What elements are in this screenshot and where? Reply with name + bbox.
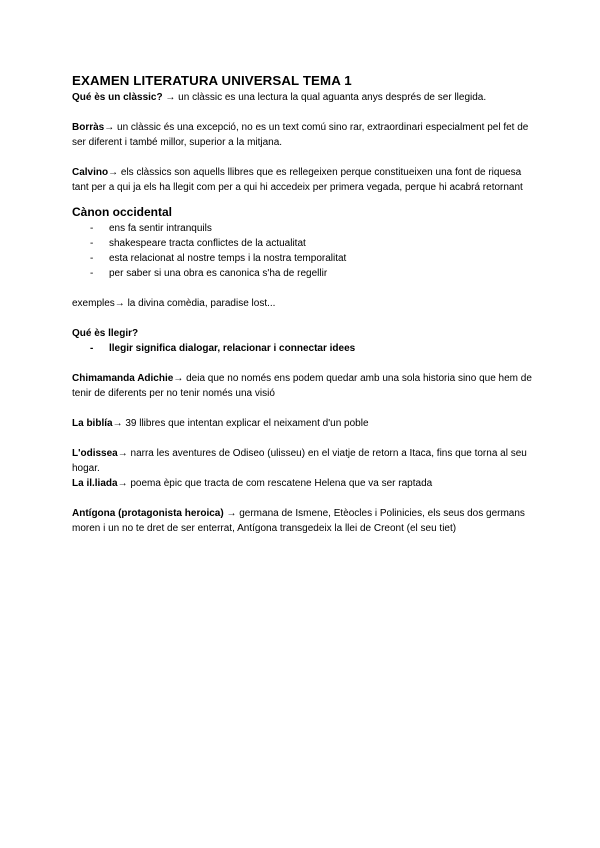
list-item: - llegir significa dialogar, relacionar i connectar idees — [72, 341, 532, 356]
paragraph-examples: exemples→ la divina comèdia, paradise lost... — [72, 298, 276, 309]
term-adichie: Chimamanda Adichie — [72, 373, 174, 384]
heading-llegir: Qué ès llegir? — [72, 328, 139, 339]
list-item: - per saber si una obra es canonica s'ha de regellir — [72, 266, 532, 281]
paragraph-antigona — [72, 506, 532, 536]
list-item: - shakespeare tracta conflictes de la actualitat — [72, 236, 532, 251]
list-item: - ens fa sentir intranquils — [72, 221, 532, 236]
paragraph-odissea — [72, 446, 532, 476]
text-antigona: → germana de Ismene, Etèocles i Polinicies, els seus dos germans moren i un no te dret de ser enterrat, Antígona transgedeix la llei de Creont (el seu tiet) — [72, 508, 525, 534]
text-adichie: → deia que no només ens podem quedar amb una sola historia sino que hem de tenir de diferents per no tenir només una visió — [72, 373, 532, 399]
term-odissea: L'odissea — [72, 448, 118, 459]
list-llegir — [72, 341, 532, 356]
paragraph-classic — [72, 90, 532, 105]
text-calvino: → els clàssics son aquells llibres que es rellegeixen perque constitueixen una font de riquesa tant per a qui ja els ha llegit com per a qui hi accedeix per primera vegada, perque hi acabrá retornant — [72, 167, 523, 193]
document-page — [72, 72, 532, 536]
paragraph-calvino — [72, 165, 532, 195]
text-borras: → un clàssic és una excepció, no es un text comú sino rar, extraordinari especialment pel fet de ser diferent i també millor, superior a la mitjana. — [72, 122, 529, 148]
paragraph-biblia — [72, 416, 532, 431]
text-illiada: → poema èpic que tracta de com rescatene Helena que va ser raptada — [117, 478, 433, 489]
term-calvino: Calvino — [72, 167, 109, 178]
paragraph-adichie — [72, 371, 532, 401]
text-odissea: → narra les aventures de Odiseo (ulisseu) en el viatje de retorn a Itaca, fins que torna al seu hogar. — [72, 448, 527, 474]
document-title: EXAMEN LITERATURA UNIVERSAL TEMA 1 — [72, 73, 352, 88]
text-classic: → un clàssic es una lectura la qual aguanta anys després de ser llegida. — [162, 92, 487, 103]
list-canon — [72, 221, 532, 281]
term-borras: Borràs — [72, 122, 105, 133]
paragraph-illiada — [72, 476, 532, 491]
text-biblia: → 39 llibres que intentan explicar el neixament d'un poble — [112, 418, 369, 429]
term-antigona: Antígona (protagonista heroica) — [72, 508, 224, 519]
term-biblia: La biblía — [72, 418, 113, 429]
term-illiada: La il.liada — [72, 478, 118, 489]
paragraph-borras — [72, 120, 532, 150]
heading-canon: Cànon occidental — [72, 205, 173, 219]
term-classic: Qué ès un clàssic? — [72, 92, 163, 103]
list-item: - esta relacionat al nostre temps i la nostra temporalitat — [72, 251, 532, 266]
